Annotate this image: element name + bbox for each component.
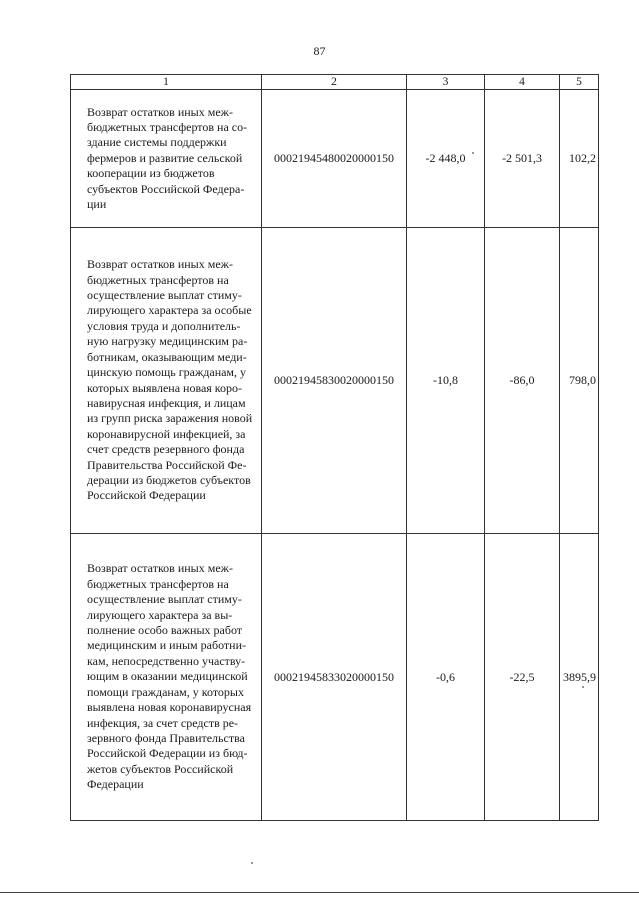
column-header-3: 3 xyxy=(407,75,485,90)
row-col5-cell: 798,0 xyxy=(560,228,599,534)
row-name-cell xyxy=(71,90,262,228)
row-code-cell: 00021945830020000150 xyxy=(262,228,407,534)
table-row xyxy=(71,534,599,821)
table-row xyxy=(71,90,599,228)
scan-speck xyxy=(472,152,474,154)
row-name-text: Возврат остатков иных меж- бюджетных трансфертов на со- здание системы поддержки фермеров и развитие сельской кооперации из бюджетов субъектов Российской Федера- ции xyxy=(87,104,248,212)
row-col3-cell: -0,6 xyxy=(407,534,485,821)
row-col5-cell: 3895,9 xyxy=(560,534,599,821)
column-header-5: 5 xyxy=(560,75,599,90)
column-header-4: 4 xyxy=(485,75,560,90)
table-row xyxy=(71,228,599,534)
page-number: 87 xyxy=(313,44,326,58)
scan-speck xyxy=(582,686,584,688)
row-name-text: Возврат остатков иных меж- бюджетных трансфертов на осуществление выплат стиму- лирующего характера за вы- полнение особо важных работ медицинским и иным работни- кам, непосредственно участву- ющим в оказании медицинской помощи гражданам, у которых выявлена новая коронавирусная инфекция, за счет средств ре- зервного фонда Правительства Российской Федерации из бюд- жетов субъектов Российской Федерации xyxy=(87,561,252,792)
scan-speck xyxy=(251,862,253,864)
row-col4-cell: -22,5 xyxy=(485,534,560,821)
row-col4-cell: -86,0 xyxy=(485,228,560,534)
row-col3-cell: -10,8 xyxy=(407,228,485,534)
row-code-cell: 00021945833020000150 xyxy=(262,534,407,821)
row-col4-cell: -2 501,3 xyxy=(485,90,560,228)
table-header-row xyxy=(71,75,599,90)
row-code-cell: 00021945480020000150 xyxy=(262,90,407,228)
row-name-cell xyxy=(71,228,262,534)
budget-table xyxy=(70,74,599,821)
row-col3-cell: -2 448,0 xyxy=(407,90,485,228)
column-header-2: 2 xyxy=(262,75,407,90)
page-bottom-rule xyxy=(0,892,639,893)
row-col5-cell: 102,2 xyxy=(560,90,599,228)
column-header-1: 1 xyxy=(71,75,262,90)
row-name-text: Возврат остатков иных меж- бюджетных трансфертов на осуществление выплат стиму- лирующего характера за особые условия труда и дополнитель- ную нагрузку медицинским ра- ботникам, оказывающим меди- цинскую помощь гражданам, у которых выявлена новая коро- навирусная инфекция, и лицам из групп риска заражения новой коронавирусной инфекцией, за счет средств резервного фонда Правительства Российской Фе- дерации из бюджетов субъектов Российской Федерации xyxy=(87,257,253,503)
row-name-cell xyxy=(71,534,262,821)
